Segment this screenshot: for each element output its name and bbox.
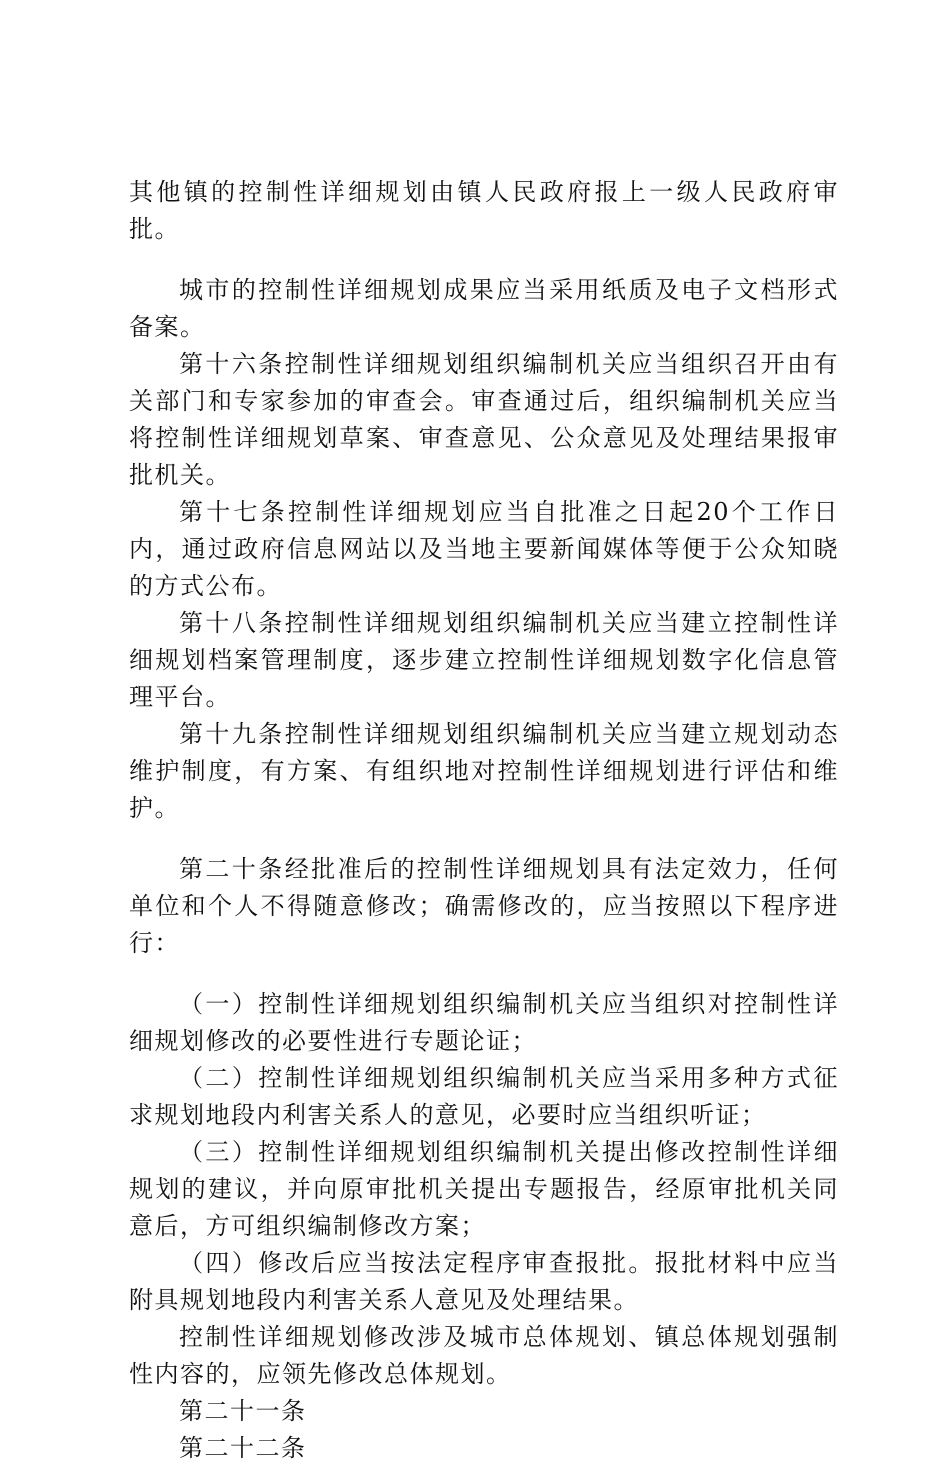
paragraph-article-20: 第二十条经批准后的控制性详细规划具有法定效力，任何单位和个人不得随意修改；确需修改的，应当按照以下程序进行： <box>129 855 839 957</box>
paragraph-article-19: 第十九条控制性详细规划组织编制机关应当建立规划动态维护制度，有方案、有组织地对控制性详细规划进行评估和维护。 <box>129 720 839 822</box>
paragraph-town-approval: 其他镇的控制性详细规划由镇人民政府报上一级人民政府审批。 <box>129 178 839 243</box>
paragraph-item-3: （三）控制性详细规划组织编制机关提出修改控制性详细规划的建议，并向原审批机关提出专题报告，经原审批机关同意后，方可组织编制修改方案； <box>129 1138 839 1240</box>
paragraph-article-17: 第十七条控制性详细规划应当自批准之日起20个工作日内，通过政府信息网站以及当地主要新闻媒体等便于公众知晓的方式公布。 <box>129 498 839 600</box>
paragraph-filing-format: 城市的控制性详细规划成果应当采用纸质及电子文档形式备案。 <box>129 276 839 341</box>
paragraph-item-1: （一）控制性详细规划组织编制机关应当组织对控制性详细规划修改的必要性进行专题论证； <box>129 990 839 1055</box>
paragraph-article-21: 第二十一条 <box>179 1397 307 1425</box>
paragraph-article-16: 第十六条控制性详细规划组织编制机关应当组织召开由有关部门和专家参加的审查会。审查通过后，组织编制机关应当将控制性详细规划草案、审查意见、公众意见及处理结果报审批机关。 <box>129 350 839 489</box>
paragraph-master-plan: 控制性详细规划修改涉及城市总体规划、镇总体规划强制性内容的，应领先修改总体规划。 <box>129 1323 839 1388</box>
paragraph-item-2: （二）控制性详细规划组织编制机关应当采用多种方式征求规划地段内利害关系人的意见，必要时应当组织听证； <box>129 1064 839 1129</box>
document-body <box>129 174 839 1467</box>
paragraph-item-4: （四）修改后应当按法定程序审查报批。报批材料中应当附具规划地段内利害关系人意见及处理结果。 <box>129 1249 839 1314</box>
paragraph-article-22: 第二十二条 <box>179 1434 307 1462</box>
paragraph-article-18: 第十八条控制性详细规划组织编制机关应当建立控制性详细规划档案管理制度，逐步建立控制性详细规划数字化信息管理平台。 <box>129 609 839 711</box>
